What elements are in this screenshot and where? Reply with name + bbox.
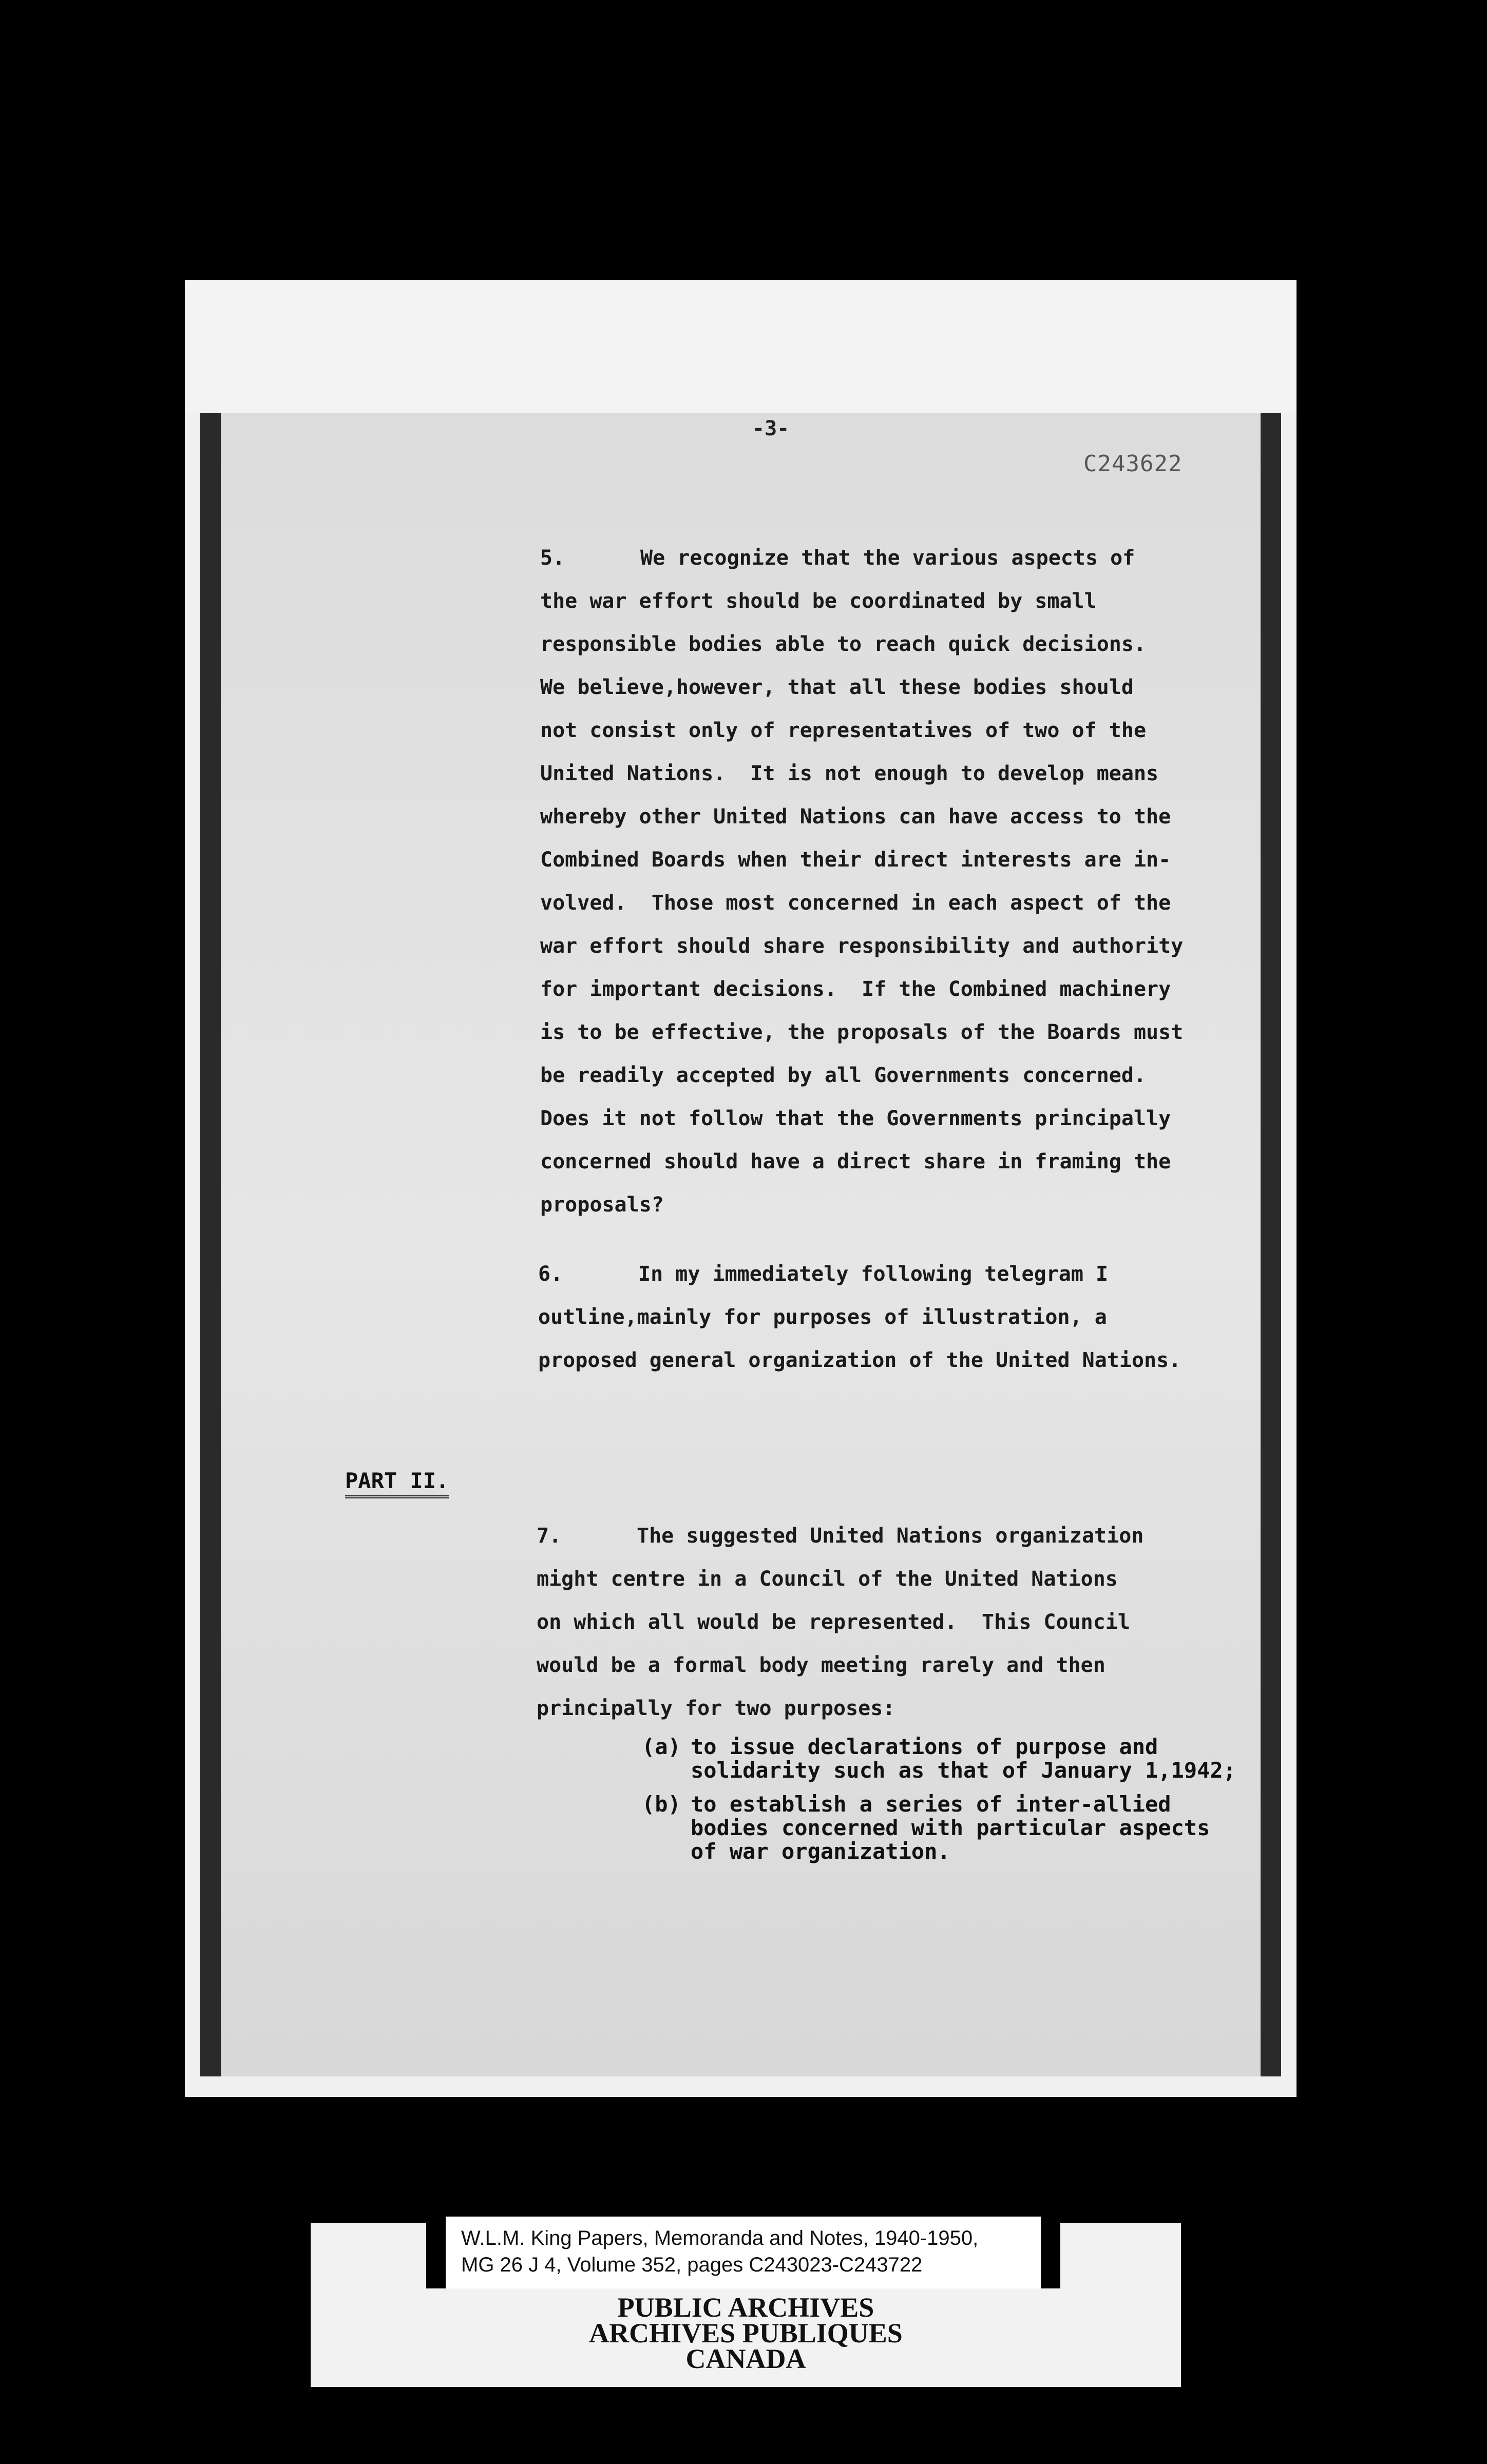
page-number: -3- [752,417,790,440]
paragraph-5-line: not consist only of representatives of two of the [540,719,1147,742]
page-top-margin [185,280,1297,413]
paragraph-5-line: Combined Boards when their direct interests are in- [540,848,1171,872]
list-item-letter: (a) [642,1734,681,1759]
paragraph-5-line: proposals? [540,1193,664,1217]
paragraph-7-line: might centre in a Council of the United Nations [537,1567,1118,1591]
list-item-letter: (b) [642,1792,681,1817]
paragraph-5-line: the war effort should be coordinated by small [540,589,1097,613]
list-item [642,1793,1236,1863]
paragraph-5-line: for important decisions. If the Combined machinery [540,977,1171,1001]
paragraph-6-line: proposed general organization of the United Nations. [538,1349,1181,1372]
archives-line: CANADA [685,2343,806,2374]
paragraph-6 [538,1253,1181,1382]
citation-box [426,2217,1060,2288]
citation-line: W.L.M. King Papers, Memoranda and Notes, 1940-1950, [461,2227,979,2249]
archives-line: PUBLIC ARCHIVES [617,2292,874,2323]
paragraph-5-line: be readily accepted by all Governments concerned. [540,1064,1147,1087]
list-item-text: to issue declarations of purpose and solidarity such as that of January 1,1942; [691,1734,1236,1783]
list-item-text: to establish a series of inter-allied bodies concerned with particular aspects of war organization. [691,1792,1210,1864]
paragraph-5-line: concerned should have a direct share in framing the [540,1150,1171,1173]
list-item [642,1735,1236,1782]
paragraph-7-line: principally for two purposes: [537,1697,895,1720]
purpose-list [642,1735,1236,1874]
paragraph-5 [540,536,1183,1226]
paragraph-7-line: on which all would be represented. This Council [537,1610,1130,1634]
paragraph-6-line: outline,mainly for purposes of illustration, a [538,1305,1107,1329]
paragraph-5-line: whereby other United Nations can have access to the [540,805,1171,829]
paragraph-5-line: volved. Those most concerned in each aspect of the [540,891,1171,915]
paragraph-7-line: would be a formal body meeting rarely and then [537,1653,1105,1677]
paragraph-6-number: 6. [538,1262,563,1286]
paragraph-5-line: war effort should share responsibility and authority [540,934,1184,958]
paragraph-6-line: 6. In my immediately following telegram I [538,1253,1181,1296]
archive-stamp-number: C243622 [1083,451,1183,477]
paragraph-7 [537,1514,1143,1730]
archives-line: ARCHIVES PUBLIQUES [589,2318,903,2348]
paragraph-5-line: We believe,however, that all these bodies should [540,676,1134,699]
paragraph-5-line: 5. We recognize that the various aspects of [540,536,1183,580]
paragraph-5-line: responsible bodies able to reach quick decisions. [540,632,1147,656]
paragraph-5-line: is to be effective, the proposals of the Boards must [540,1021,1184,1044]
paragraph-5-line: Does it not follow that the Governments principally [540,1107,1171,1130]
paragraph-5-number: 5. [540,546,565,570]
citation-line: MG 26 J 4, Volume 352, pages C243023-C243722 [461,2254,923,2276]
paragraph-7-number: 7. [537,1524,562,1548]
archives-stamp [311,2292,1181,2374]
part-heading: PART II. [345,1468,449,1498]
paragraph-5-line: United Nations. It is not enough to develop means [540,762,1159,785]
paragraph-7-line: 7. The suggested United Nations organization [537,1514,1143,1557]
